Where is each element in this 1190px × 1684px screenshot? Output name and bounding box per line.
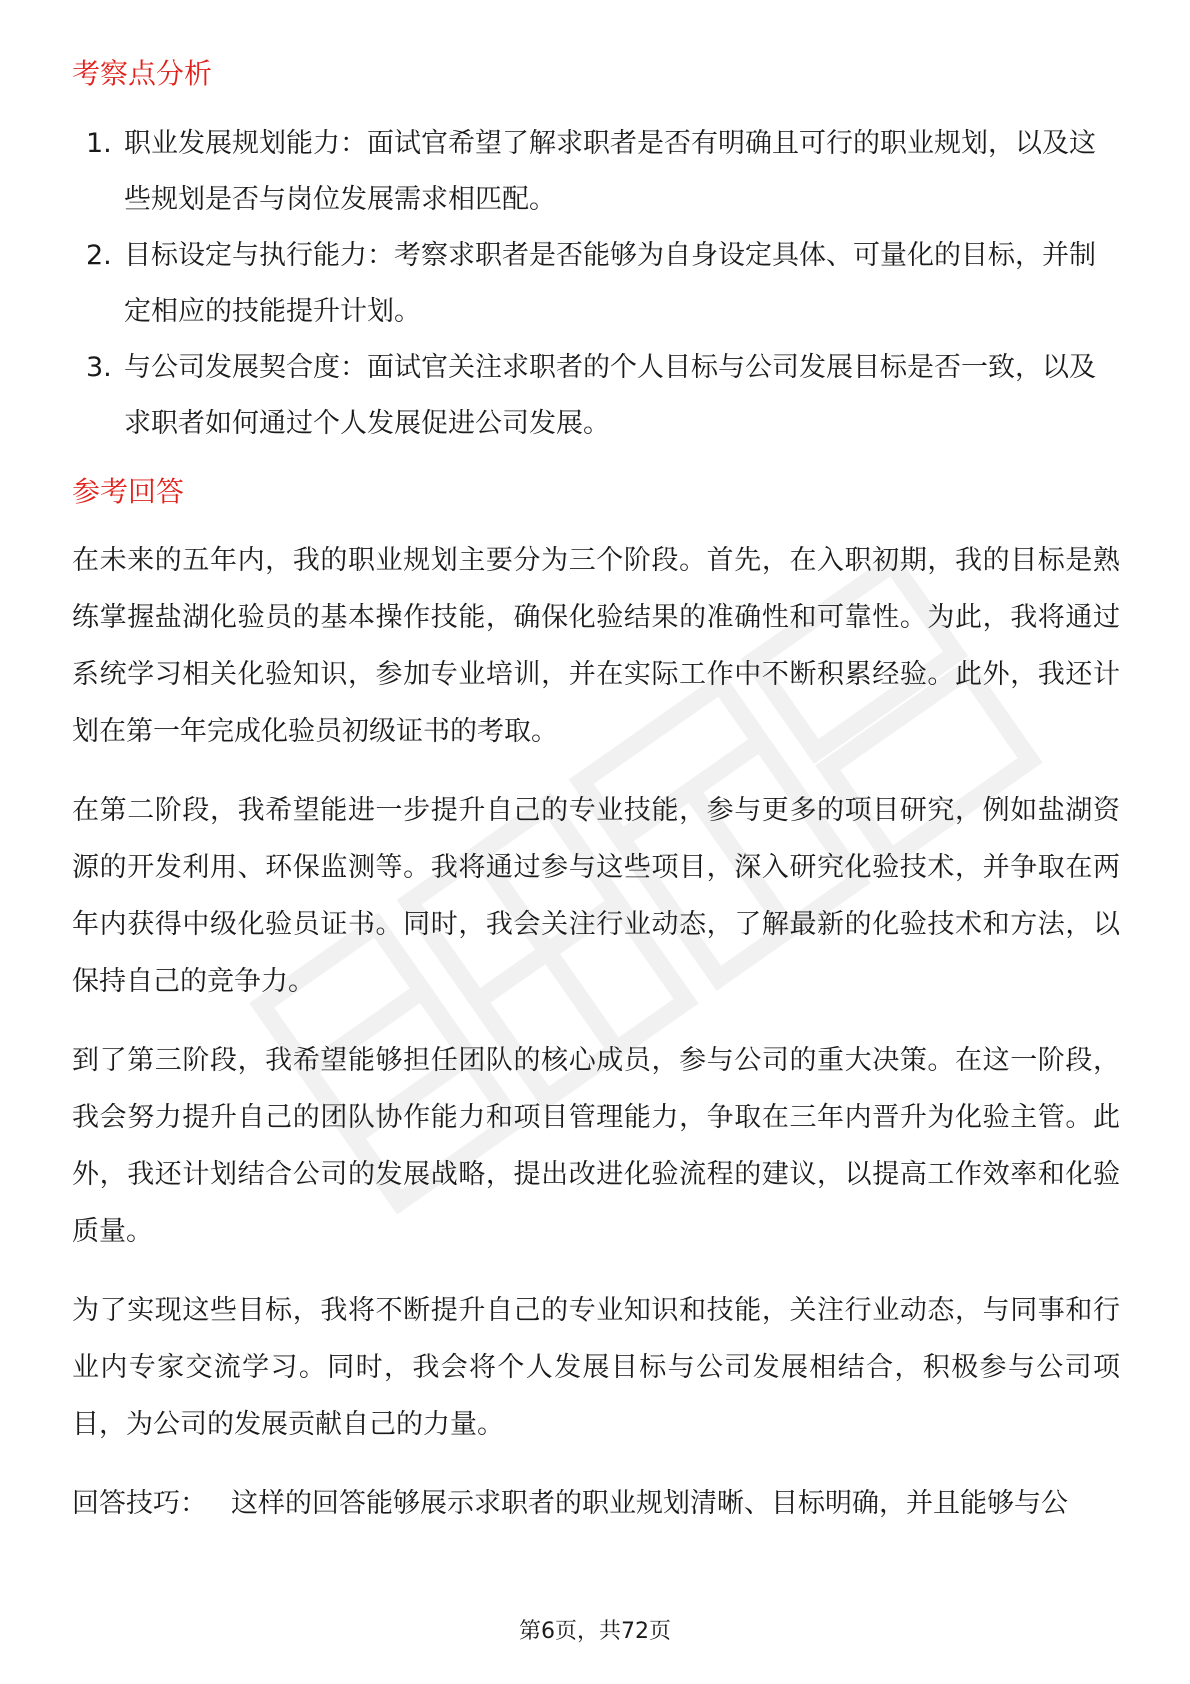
tip-text: 这样的回答能够展示求职者的职业规划清晰、目标明确，并且能够与公 [231,1488,1068,1519]
list-item [72,116,1120,228]
analysis-section-title: 考察点分析 [72,57,213,90]
list-item-number: 2. [86,240,112,271]
answer-paragraph: 到了第三阶段，我希望能够担任团队的核心成员，参与公司的重大决策。在这一阶段，我会努力提升自己的团队协作能力和项目管理能力，争取在三年内晋升为化验主管。此外，我还计划结合公司的发展战略，提出改进化验流程的建议，以提高工作效率和化验质量。 [72,1045,1120,1247]
list-item-text: 目标设定与执行能力：考察求职者是否能够为自身设定具体、可量化的目标，并制定相应的技能提升计划。 [124,240,1096,327]
answer-paragraph: 在第二阶段，我希望能进一步提升自己的专业技能，参与更多的项目研究，例如盐湖资源的开发利用、环保监测等。我将通过参与这些项目，深入研究化验技术，并争取在两年内获得中级化验员证书。同时，我会关注行业动态，了解最新的化验技术和方法，以保持自己的竞争力。 [72,795,1120,997]
list-item-number: 3. [86,352,112,383]
analysis-points-list [72,116,1120,452]
answer-paragraph: 为了实现这些目标，我将不断提升自己的专业知识和技能，关注行业动态，与同事和行业内专家交流学习。同时，我会将个人发展目标与公司发展相结合，积极参与公司项目，为公司的发展贡献自己的力量。 [72,1295,1120,1440]
list-item-number: 1. [86,128,112,159]
list-item-text: 与公司发展契合度：面试官关注求职者的个人目标与公司发展目标是否一致，以及求职者如何通过个人发展促进公司发展。 [124,352,1096,439]
tip-label: 回答技巧： [72,1488,207,1519]
list-item [72,340,1120,452]
list-item [72,228,1120,340]
tip-paragraph [72,1475,1120,1532]
list-item-text: 职业发展规划能力：面试官希望了解求职者是否有明确且可行的职业规划，以及这些规划是否与岗位发展需求相匹配。 [124,128,1096,215]
page-number-footer: 第6页，共72页 [519,1619,671,1644]
answer-paragraph: 在未来的五年内，我的职业规划主要分为三个阶段。首先，在入职初期，我的目标是熟练掌握盐湖化验员的基本操作技能，确保化验结果的准确性和可靠性。为此，我将通过系统学习相关化验知识，参加专业培训，并在实际工作中不断积累经验。此外，我还计划在第一年完成化验员初级证书的考取。 [72,545,1120,747]
answer-section-title: 参考回答 [72,475,185,508]
main-content [72,48,1120,1532]
